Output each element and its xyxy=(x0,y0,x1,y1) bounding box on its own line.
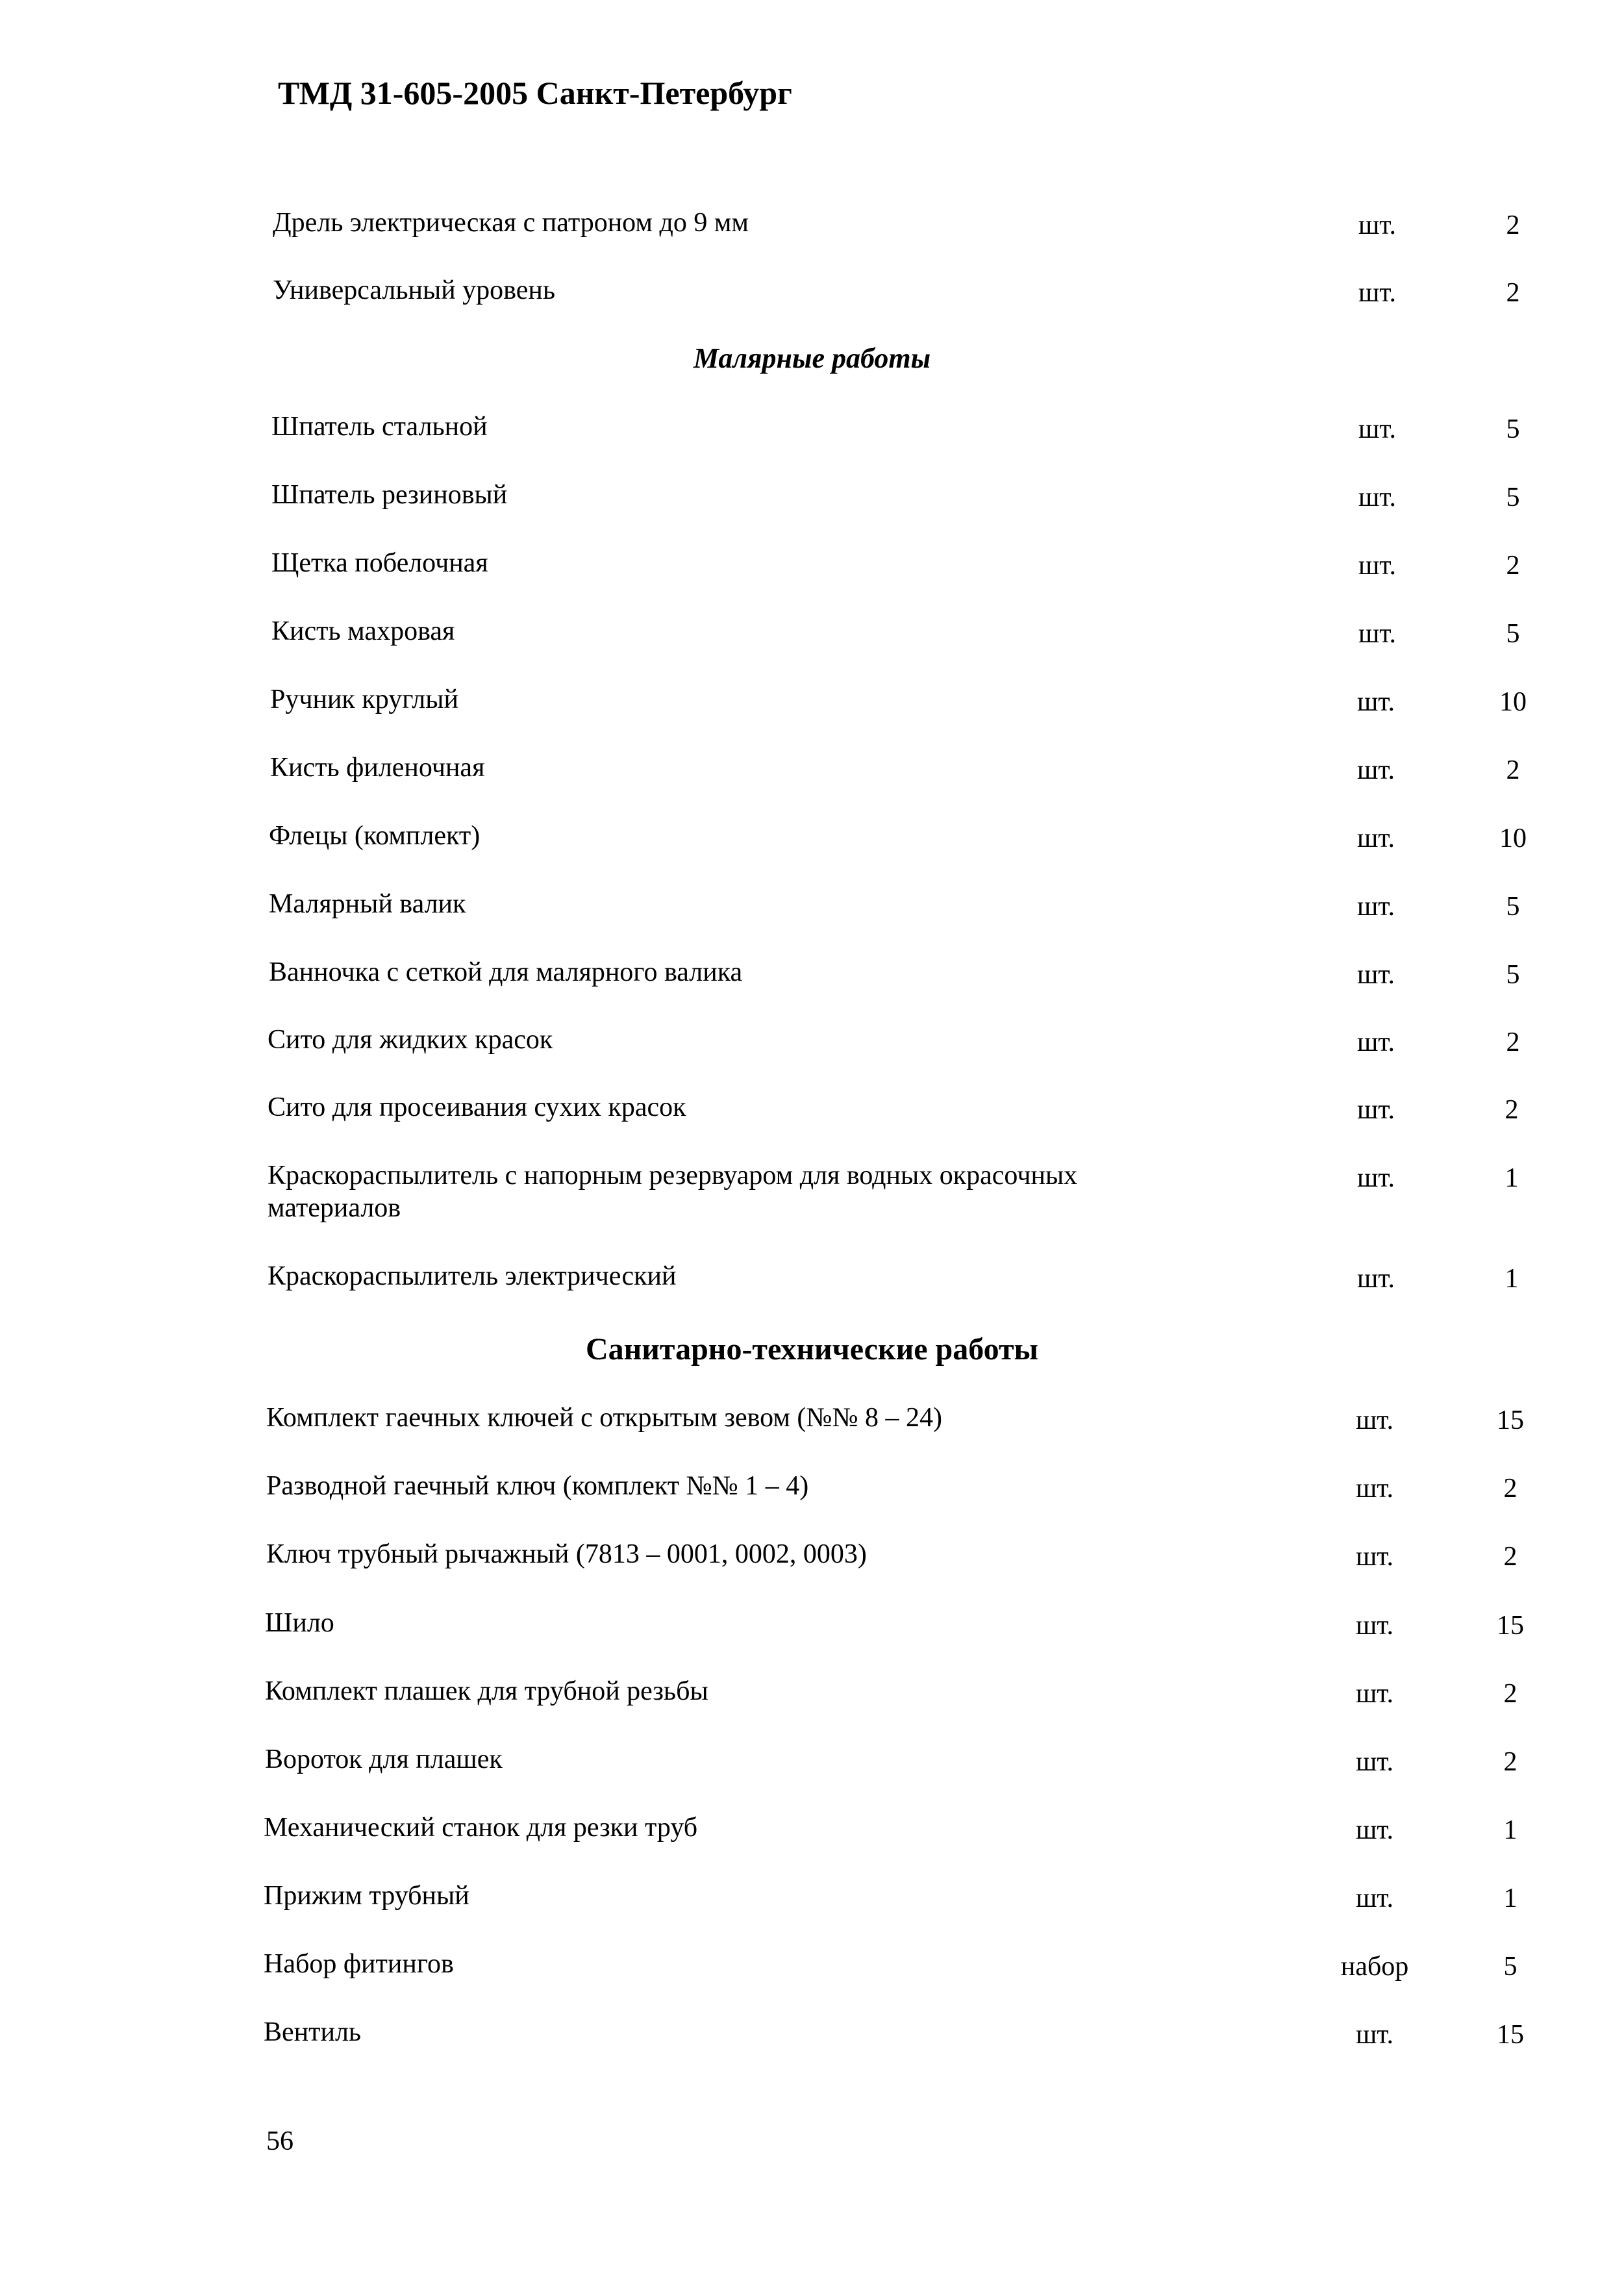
item-name: Кисть махровая xyxy=(271,616,455,646)
list-item xyxy=(0,956,1624,1008)
item-unit: шт. xyxy=(1356,960,1395,990)
item-unit: шт. xyxy=(1356,1095,1395,1125)
item-unit: шт. xyxy=(1356,755,1395,785)
list-item xyxy=(0,2016,1624,2068)
list-item xyxy=(0,751,1624,803)
list-item xyxy=(0,207,1624,258)
page-number: 56 xyxy=(266,2126,294,2156)
item-name: Краскораспылитель с напорным резервуаром для водных окрасочных xyxy=(268,1161,1078,1190)
item-quantity: 1 xyxy=(1505,1163,1519,1193)
item-quantity: 10 xyxy=(1499,687,1527,717)
item-unit: шт. xyxy=(1355,1611,1394,1641)
item-unit: шт. xyxy=(1356,1163,1395,1193)
item-name: Разводной гаечный ключ (комплект №№ 1 – 4) xyxy=(266,1471,809,1501)
item-name: Сито для просеивания сухих красок xyxy=(268,1092,686,1122)
item-unit: шт. xyxy=(1356,892,1395,922)
list-item xyxy=(0,1743,1624,1795)
item-unit: шт. xyxy=(1355,1679,1394,1709)
item-name: Ручник круглый xyxy=(270,685,458,714)
item-name: Щетка побелочная xyxy=(271,548,488,578)
list-item xyxy=(0,1402,1624,1454)
item-quantity: 2 xyxy=(1503,1747,1518,1777)
item-unit: шт. xyxy=(1355,1883,1394,1913)
item-quantity: 15 xyxy=(1497,1611,1524,1641)
item-name: Вороток для плашек xyxy=(265,1744,503,1774)
item-name-continuation: материалов xyxy=(268,1193,401,1223)
list-item xyxy=(0,820,1624,872)
item-quantity: 5 xyxy=(1506,483,1520,512)
item-quantity: 10 xyxy=(1499,824,1527,853)
section-heading-plumbing: Санитарно-технические работы xyxy=(585,1332,1039,1366)
list-item xyxy=(0,888,1624,940)
item-name: Набор фитингов xyxy=(264,1949,454,1979)
list-item xyxy=(0,1159,1624,1237)
item-name: Шило xyxy=(265,1608,334,1638)
item-quantity: 2 xyxy=(1503,1679,1518,1709)
item-name: Шпатель резиновый xyxy=(271,480,508,510)
item-unit: шт. xyxy=(1355,2020,1394,2050)
list-item xyxy=(0,1675,1624,1727)
list-item xyxy=(0,1607,1624,1659)
list-item xyxy=(0,1811,1624,1863)
item-unit: шт. xyxy=(1358,483,1397,512)
item-quantity: 2 xyxy=(1506,1027,1520,1057)
item-name: Дрель электрическая с патроном до 9 мм xyxy=(273,208,749,238)
item-name: Механический станок для резки труб xyxy=(264,1813,698,1843)
list-item xyxy=(0,1091,1624,1143)
item-quantity: 15 xyxy=(1497,1405,1524,1435)
list-item xyxy=(0,410,1624,462)
list-item xyxy=(0,615,1624,667)
item-quantity: 5 xyxy=(1503,1952,1518,1982)
item-unit: шт. xyxy=(1356,1027,1395,1057)
document-header-title: ТМД 31-605-2005 Санкт-Петербург xyxy=(278,75,792,111)
list-item xyxy=(0,479,1624,531)
item-quantity: 2 xyxy=(1506,755,1520,785)
item-quantity: 2 xyxy=(1506,210,1520,240)
item-name: Сито для жидких красок xyxy=(268,1025,553,1055)
item-unit: шт. xyxy=(1358,278,1397,308)
item-unit: шт. xyxy=(1358,619,1397,649)
item-unit: шт. xyxy=(1356,1264,1395,1294)
item-name: Комплект плашек для трубной резьбы xyxy=(265,1676,708,1706)
item-unit: шт. xyxy=(1355,1542,1394,1572)
item-quantity: 5 xyxy=(1506,414,1520,444)
item-quantity: 1 xyxy=(1505,1264,1519,1294)
item-name: Ключ трубный рычажный (7813 – 0001, 0002, 0003) xyxy=(266,1539,867,1569)
item-name: Комплект гаечных ключей с открытым зевом (№№ 8 – 24) xyxy=(266,1403,943,1433)
item-unit: шт. xyxy=(1355,1815,1394,1845)
list-item xyxy=(0,547,1624,599)
item-name: Флецы (комплект) xyxy=(269,821,481,851)
list-item xyxy=(0,1948,1624,2000)
item-unit: шт. xyxy=(1355,1474,1394,1504)
item-quantity: 1 xyxy=(1503,1815,1518,1845)
item-quantity: 2 xyxy=(1503,1474,1518,1504)
item-name: Ванночка с сеткой для малярного валика xyxy=(269,957,743,987)
item-quantity: 2 xyxy=(1506,551,1520,581)
item-quantity: 5 xyxy=(1506,960,1520,990)
list-item xyxy=(0,683,1624,735)
item-name: Кисть филеночная xyxy=(270,753,485,783)
item-name: Малярный валик xyxy=(269,889,466,919)
item-unit: шт. xyxy=(1355,1747,1394,1777)
item-quantity: 1 xyxy=(1503,1883,1518,1913)
list-item xyxy=(0,1538,1624,1590)
section-heading-painting: Малярные работы xyxy=(693,342,931,374)
item-name: Прижим трубный xyxy=(264,1881,469,1911)
item-quantity: 2 xyxy=(1506,278,1520,308)
item-unit: шт. xyxy=(1358,414,1397,444)
item-name: Краскораспылитель электрический xyxy=(268,1261,677,1291)
item-quantity: 2 xyxy=(1505,1095,1519,1125)
item-unit: шт. xyxy=(1358,210,1397,240)
list-item xyxy=(0,1470,1624,1522)
item-unit: шт. xyxy=(1356,824,1395,853)
list-item xyxy=(0,1260,1624,1312)
list-item xyxy=(0,274,1624,326)
item-quantity: 15 xyxy=(1497,2020,1524,2050)
item-unit: шт. xyxy=(1356,687,1395,717)
item-name: Универсальный уровень xyxy=(273,275,556,305)
item-unit: шт. xyxy=(1358,551,1397,581)
item-quantity: 5 xyxy=(1506,619,1520,649)
item-name: Шпатель стальной xyxy=(271,412,488,442)
item-unit: шт. xyxy=(1355,1405,1394,1435)
item-name: Вентиль xyxy=(264,2017,362,2047)
item-quantity: 5 xyxy=(1506,892,1520,922)
list-item xyxy=(0,1880,1624,1932)
item-quantity: 2 xyxy=(1503,1542,1518,1572)
item-unit: набор xyxy=(1340,1952,1409,1982)
list-item xyxy=(0,1024,1624,1076)
